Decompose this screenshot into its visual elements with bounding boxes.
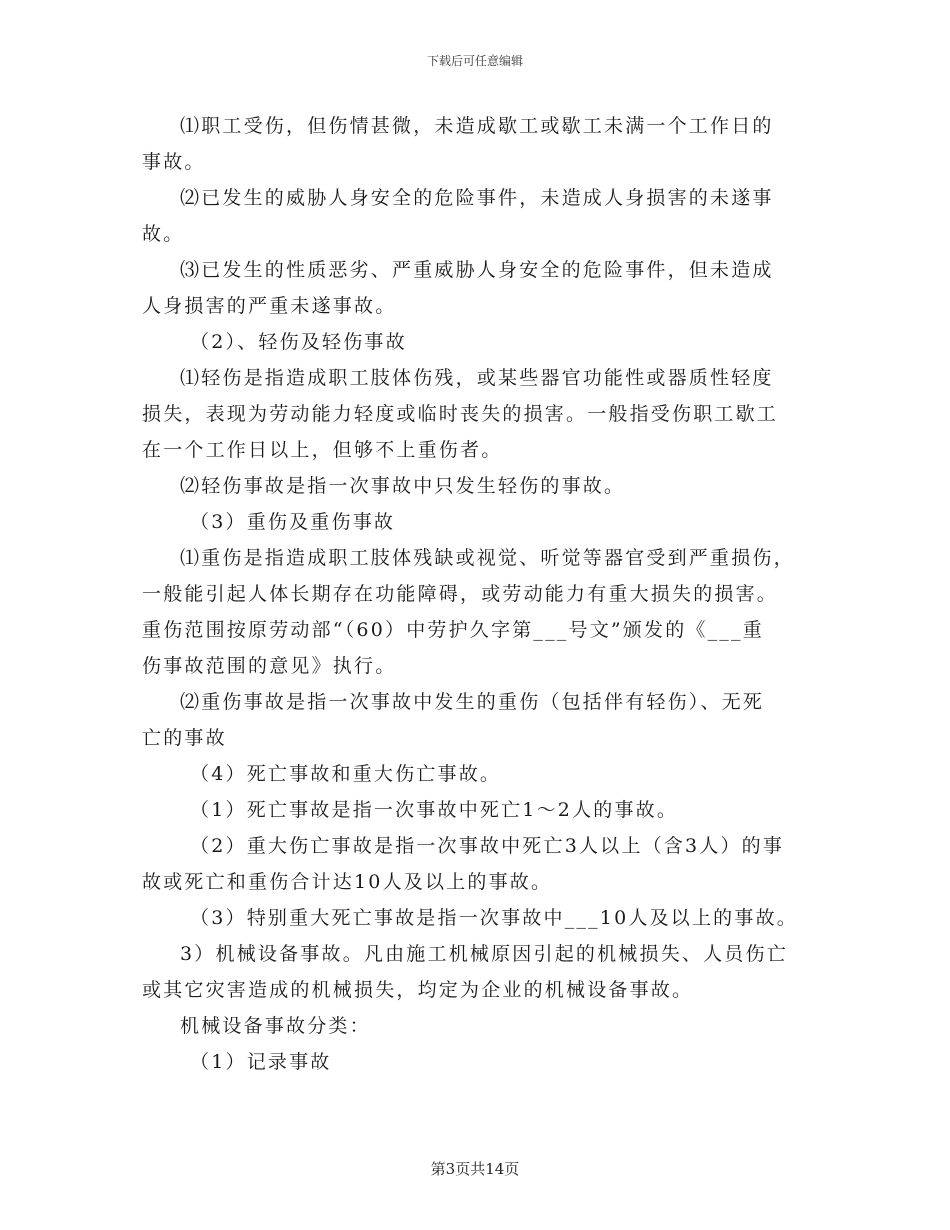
page-footer: 第3页共14页 <box>430 1160 520 1178</box>
section-heading: （4）死亡事故和重大伤亡事故。 <box>190 763 502 785</box>
paragraph-line: 3）机械设备事故。凡由施工机械原因引起的机械损失、人员伤亡 <box>180 943 788 965</box>
paragraph-line: ⑵已发生的威胁人身安全的危险事件，未造成人身损害的未遂事 <box>180 187 774 209</box>
paragraph-line: ⑴职工受伤，但伤情甚微，未造成歇工或歇工未满一个工作日的 <box>180 115 774 137</box>
paragraph-line: 或其它灾害造成的机械损失，均定为企业的机械设备事故。 <box>142 979 694 1001</box>
paragraph-line: ⑴轻伤是指造成职工肢体伤残，或某些器官功能性或器质性轻度 <box>180 367 774 389</box>
paragraph-line: 事故。 <box>142 151 206 173</box>
paragraph-line: 故或死亡和重伤合计达10人及以上的事故。 <box>142 871 553 893</box>
section-heading: （3）重伤及重伤事故 <box>190 511 396 533</box>
paragraph-line: ⑵重伤事故是指一次事故中发生的重伤（包括伴有轻伤）、无死 <box>180 691 765 713</box>
section-heading: （1）记录事故 <box>190 1051 332 1073</box>
paragraph-line: ⑵轻伤事故是指一次事故中只发生轻伤的事故。 <box>180 475 626 497</box>
paragraph-line: 亡的事故 <box>142 727 227 749</box>
paragraph-line: 在一个工作日以上，但够不上重伤者。 <box>142 439 503 461</box>
paragraph-line: ⑴重伤是指造成职工肢体残缺或视觉、听觉等器官受到严重损伤， <box>180 547 795 569</box>
paragraph-line: ⑶已发生的性质恶劣、严重威胁人身安全的危险事件，但未造成 <box>180 259 774 281</box>
paragraph-line: （1）死亡事故是指一次事故中死亡1～2人的事故。 <box>190 799 679 821</box>
paragraph-line: （3）特别重大死亡事故是指一次事故中___10人及以上的事故。 <box>190 907 798 929</box>
paragraph-line: 伤事故范围的意见》执行。 <box>142 655 397 677</box>
paragraph-line: 重伤范围按原劳动部“（60）中劳护久字第___号文”颁发的《___重 <box>142 619 764 641</box>
paragraph-line: （2）重大伤亡事故是指一次事故中死亡3人以上（含3人）的事 <box>190 835 785 857</box>
paragraph-line: 人身损害的严重未遂事故。 <box>142 295 397 317</box>
document-body <box>142 108 814 1080</box>
paragraph-line: 故。 <box>142 223 185 245</box>
paragraph-line: 一般能引起人体长期存在功能障碍，或劳动能力有重大损失的损害。 <box>142 583 779 605</box>
section-heading: （2）、轻伤及轻伤事故 <box>190 331 407 353</box>
paragraph-line: 损失，表现为劳动能力轻度或临时丧失的损害。一般指受伤职工歇工 <box>142 403 779 425</box>
paragraph-line: 机械设备事故分类： <box>180 1015 371 1037</box>
page-header: 下载后可任意编辑 <box>426 54 523 68</box>
